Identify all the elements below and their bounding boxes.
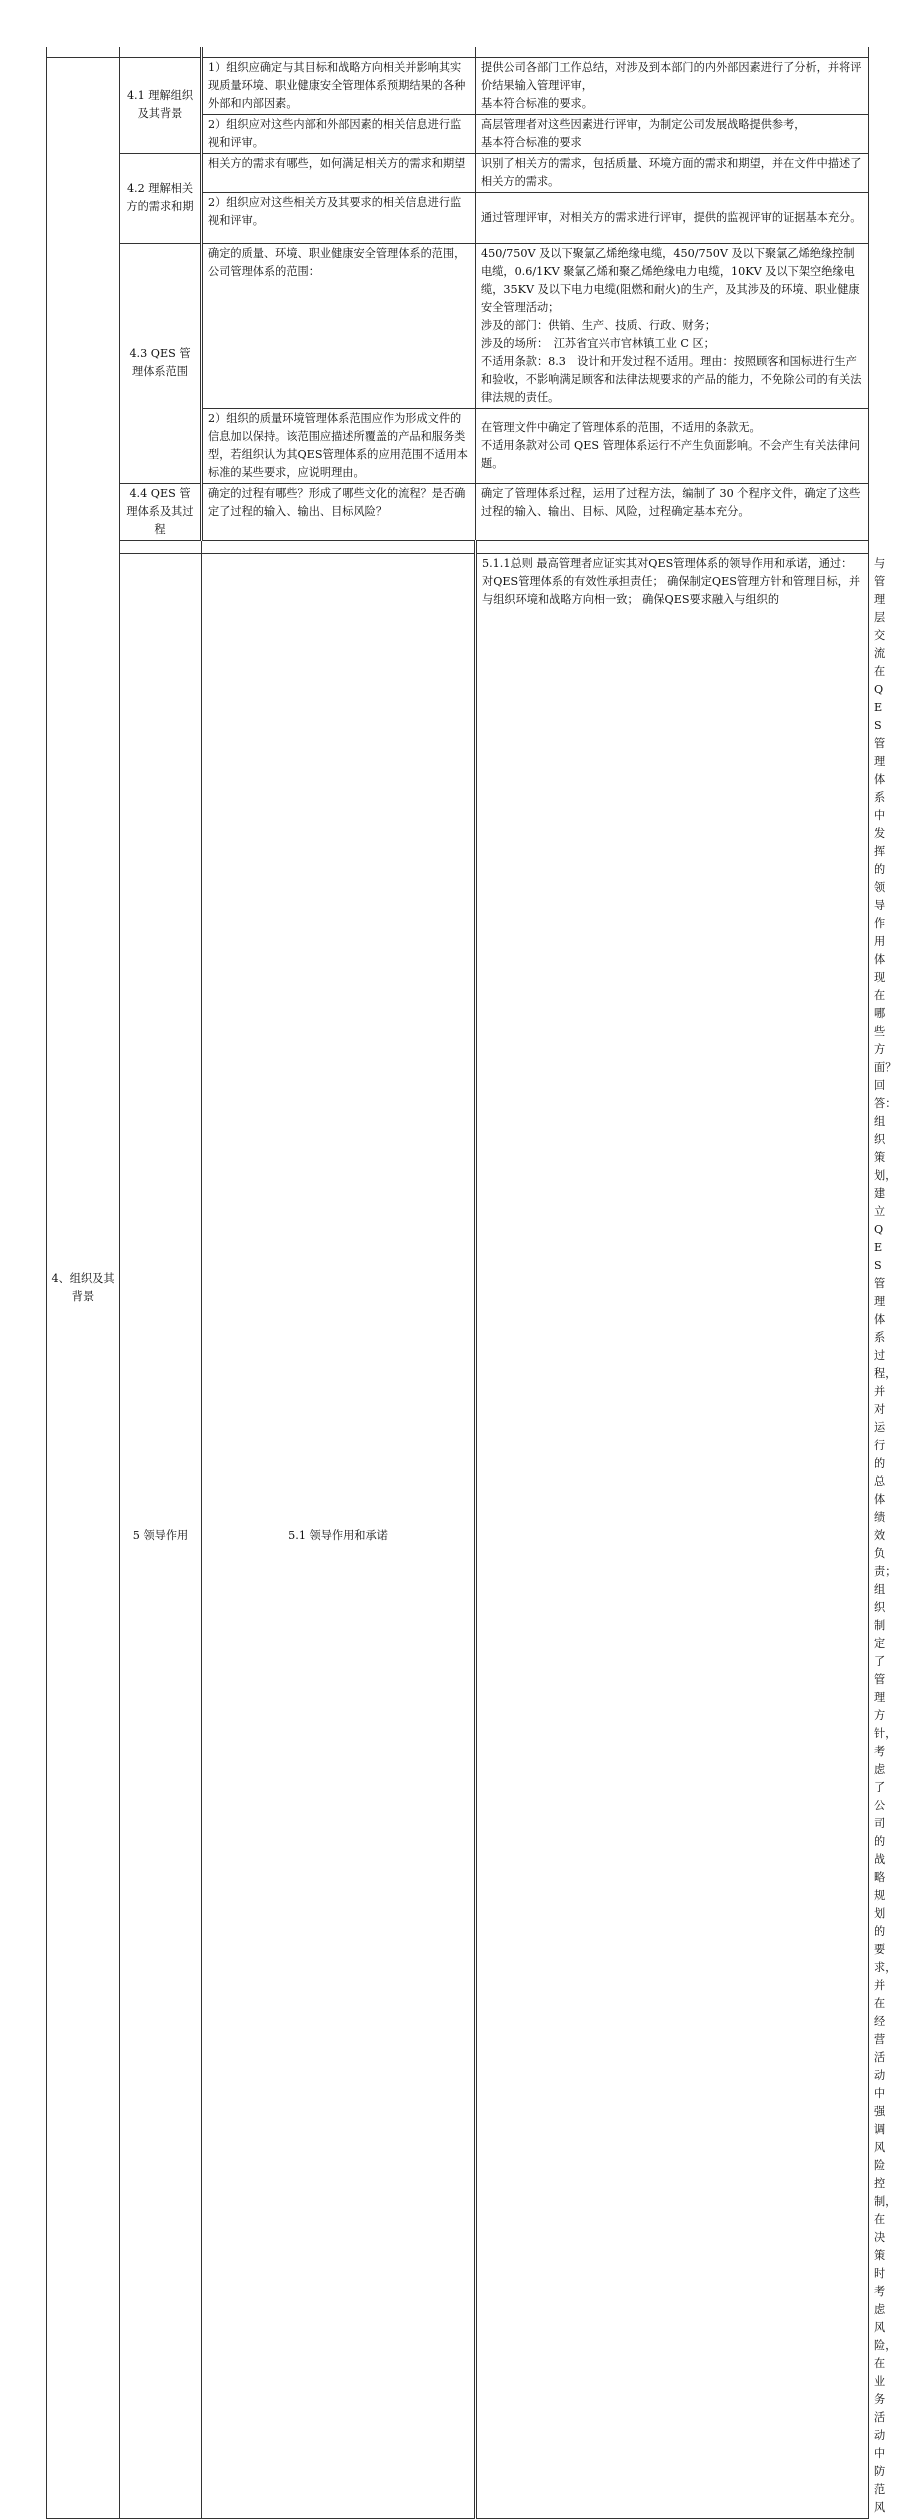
subclause-cell: 4.4 QES 管理体系及其过程: [120, 483, 202, 540]
table-row: [47, 57, 869, 114]
evidence-cell: 通过管理评审，对相关方的需求进行评审，提供的监视评审的证据基本充分。: [476, 192, 869, 243]
evidence-cell: 提供公司各部门工作总结，对涉及到本部门的内外部因素进行了分析，并将评价结果输入管理评审， 基本符合标准的要求。: [476, 57, 869, 114]
audit-checklist-table: [46, 47, 897, 2519]
subclause-cell: 5.1 领导作用和承诺: [202, 553, 476, 2518]
clause-cell: 5 领导作用: [120, 553, 202, 2518]
subclause-cell: 4.1 理解组织及其背景: [120, 57, 202, 153]
evidence-cell: 识别了相关方的需求，包括质量、环境方面的需求和期望，并在文件中描述了相关方的需求。: [476, 153, 869, 192]
evidence-cell: 450/750V 及以下聚氯乙烯绝缘电缆，450/750V 及以下聚氯乙烯绝缘控制电缆，0.6/1KV 聚氯乙烯和聚乙烯绝缘电力电缆，10KV 及以下架空绝缘电缆，35KV 及以下电力电缆(阻燃和耐火)的生产，及其涉及的环境、职业健康安全管理活动； 涉及的部门：供销、生产、技质、行政、财务； 涉及的场所： 江苏省宜兴市官林镇工业 C 区； 不适用条款：8.3 设计和开发过程不适用。理由：按照顾客和国标进行生产和验收，不影响满足顾客和法律法规要求的产品的能力，不免除公司的有关法律法规的责任。: [476, 243, 869, 408]
evidence-cell: 确定了管理体系过程，运用了过程方法，编制了 30 个程序文件，确定了这些过程的输入、输出、目标、风险，过程确定基本充分。: [476, 483, 869, 540]
requirement-cell: 2）组织应对这些内部和外部因素的相关信息进行监视和评审。: [202, 114, 476, 153]
requirement-cell: 1）组织应确定与其目标和战略方向相关并影响其实现质量环境、职业健康安全管理体系预期结果的各种外部和内部因素。: [202, 57, 476, 114]
table-row-top-cut: [47, 47, 869, 57]
table-row: [47, 153, 869, 192]
requirement-cell: 5.1.1总则 最高管理者应证实其对QES管理体系的领导作用和承诺，通过： 对QES管理体系的有效性承担责任； 确保制定QES管理方针和管理目标，并与组织环境和战略方向相一致； 确保QES要求融入与组织的: [476, 553, 869, 2518]
requirement-cell: 确定的过程有哪些？形成了哪些文化的流程？是否确定了过程的输入、输出、目标风险？: [202, 483, 476, 540]
requirement-cell: 确定的质量、环境、职业健康安全管理体系的范围，公司管理体系的范围：: [202, 243, 476, 408]
evidence-cell: 高层管理者对这些因素进行评审，为制定公司发展战略提供参考， 基本符合标准的要求: [476, 114, 869, 153]
table-row: [47, 243, 869, 408]
table-row: 5 领导作用 5.1 领导作用和承诺 5.1.1总则 最高管理者应证实其对QES管理体系的领导作用和承诺，通过： 对QES管理体系的有效性承担责任； 确保制定QES管理方针和管理目标，并与组织环境和战略方向相一致； 确保QES要求融入与组织的 与管理层交流在 QES 管理体系中发挥的领导作用体现在哪些方面？ 回答：组织策划，建立 QES 管理体系过程，并对运行的总体绩效负责；组织制定了管理方针，考虑了公司的战略规划的要求，并在经营活动中强调风险控制，在决策时考虑风险，在业务活动中防范风: [47, 553, 869, 2518]
table-row: [47, 483, 869, 540]
requirement-cell: 相关方的需求有哪些，如何满足相关方的需求和期望: [202, 153, 476, 192]
evidence-cell: 在管理文件中确定了管理体系的范围，不适用的条款无。 不适用条款对公司 QES 管理体系运行不产生负面影响。不会产生有关法律问题。: [476, 408, 869, 483]
table-row-spacer: [47, 540, 869, 553]
requirement-cell: 2）组织的质量环境管理体系范围应作为形成文件的信息加以保持。该范围应描述所覆盖的产品和服务类型，若组织认为其QES管理体系的应用范围不适用本标准的某些要求，应说明理由。: [202, 408, 476, 483]
subclause-cell: 4.3 QES 管理体系范围: [120, 243, 202, 483]
subclause-cell: 4.2 理解相关方的需求和期: [120, 153, 202, 243]
requirement-cell: 2）组织应对这些相关方及其要求的相关信息进行监视和评审。: [202, 192, 476, 243]
clause-cell: 4、组织及其背景: [47, 57, 120, 2518]
